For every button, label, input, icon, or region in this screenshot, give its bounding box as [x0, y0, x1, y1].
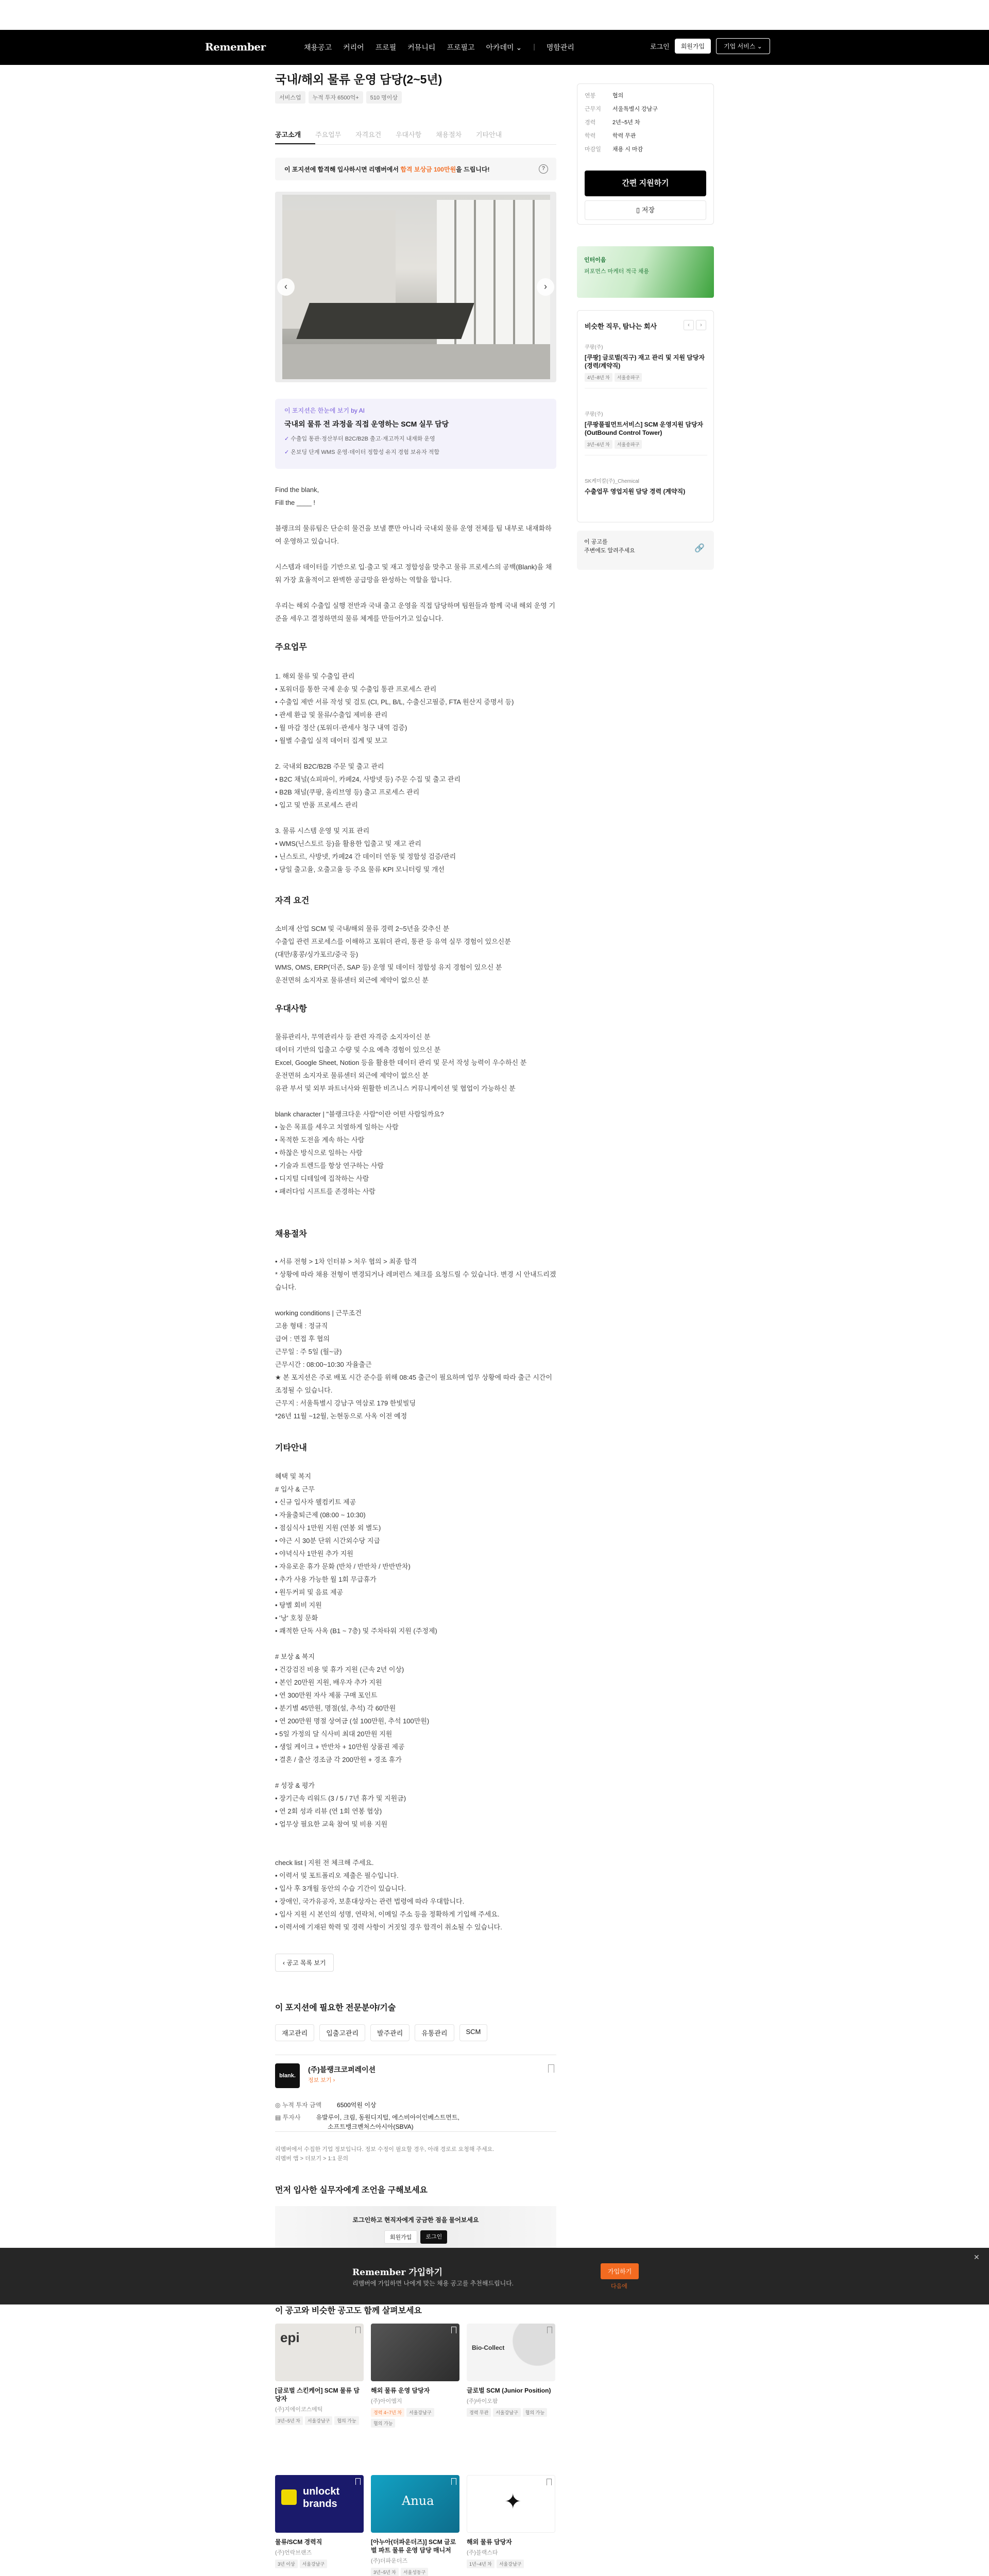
card-tags [467, 2560, 555, 2568]
investors-value: 유발루이, 크림, 동원디지털, 에스비아이인베스트먼트, [316, 2114, 459, 2121]
bookmark-icon: ▯ [636, 206, 642, 214]
section-process-heading: 채용절차 [275, 1230, 307, 1239]
card-title: 글로벌 SCM (Junior Position) [467, 2387, 551, 2394]
photo-floor [282, 344, 550, 379]
nav-divider: | [533, 42, 535, 50]
card-tag: 협의 가능 [523, 2408, 547, 2417]
remember-logo[interactable]: Remember [205, 41, 266, 53]
card-tags [467, 2408, 555, 2417]
enterprise-service-button[interactable]: 기업 서비스 ⌄ [716, 38, 770, 54]
summary-row [585, 145, 706, 153]
card-company: (주)더파운더즈 [371, 2558, 408, 2564]
nav-jobs[interactable]: 채용공고 [304, 43, 332, 52]
tab-preferred[interactable]: 우대사항 [396, 131, 422, 139]
side-job-company: SK케미칼(주)_Chemical [585, 479, 639, 484]
similar-job-card[interactable] [371, 2324, 459, 2428]
summary-value: 협의 [612, 93, 624, 99]
card-company: (주)아이엠지 [371, 2398, 402, 2404]
account-actions [650, 38, 770, 54]
side-job-item[interactable] [585, 343, 707, 388]
banner-line-1: 인터이음 [584, 257, 606, 263]
card-company: (주)지에이코스메틱 [275, 2406, 323, 2413]
card-title: [아누아(더파운더즈)] SCM 글로벌 파트 물류 운영 담당 매니저 [371, 2538, 456, 2554]
card-tag: 서울강남구 [493, 2408, 520, 2417]
nav-card-manage[interactable]: 명함관리 [546, 43, 574, 52]
summary-key: 경력 [585, 120, 596, 126]
similar-job-card[interactable] [371, 2475, 459, 2576]
nav-academy[interactable]: 아카데미 ⌄ [486, 43, 522, 52]
ai-summary-heading: 국내외 물류 전 과정을 직접 운영하는 SCM 실무 담당 [284, 420, 449, 428]
login-link[interactable]: 로그인 [650, 43, 670, 50]
company-logo: blank. [275, 2063, 300, 2088]
side-similar-pager [684, 320, 706, 330]
nav-profile-2[interactable]: 프로필고 [447, 43, 475, 52]
summary-value: 서울특별시 강남구 [612, 106, 658, 112]
card-tag: 서울강남구 [406, 2408, 434, 2417]
side-job-item[interactable] [585, 410, 707, 455]
company-info [275, 2055, 556, 2132]
card-image [275, 2475, 364, 2533]
popup-later-link[interactable]: 다음에 [611, 2283, 627, 2290]
card-tags [275, 2560, 364, 2568]
card-image [371, 2324, 459, 2381]
skill-tag[interactable]: 유통관리 [415, 2024, 454, 2041]
card-image [275, 2324, 364, 2381]
card-image [371, 2475, 459, 2533]
card-title: [글로벌 스킨케어] SCM 물류 담당자 [275, 2387, 360, 2402]
banner-line-2: 퍼포먼스 마케터 적극 채용 [584, 268, 650, 275]
intro-text: Find the blank, Fill the ____ ! 블랭크의 물류팀은 단순히 물건을 보낼 뿐만 아니라 국내외 물류 운영 전체를 팀 내부로 내재화하여 운영하고 있습니다. 시스템과 데이터를 기반으로 입·출고 및 재고 정합성을 맞추고 물류 프로세스의 공백(Blank)을 채워 가장 효율적이고 완벽한 공급망을 완성하는 역할을 합니다. 우리는 해외 수출입 실행 전반과 국내 출고 운영을 직접 담당하며 팀원들과 함께 국내 해외 운영 기준을 세우고 결정하면의 물류 체계를 만들어가고 있습니다. [275, 486, 555, 622]
card-tag: 3년~5년 차 [371, 2568, 399, 2576]
card-tag: 서울강남구 [300, 2560, 327, 2568]
ai-summary-label: 이 포지션은 한눈에 보기 by AI [284, 407, 365, 414]
chevron-left-icon[interactable]: ‹ [684, 320, 694, 330]
side-job-tags [585, 373, 707, 382]
company-note-line: 리멤버에서 수집한 기업 정보입니다. 정보 수정이 필요할 경우, 아래 경로로 요청해 주세요. [275, 2146, 494, 2153]
card-image-label: Anua [402, 2494, 434, 2508]
bookmark-icon[interactable] [451, 2478, 456, 2485]
job-title: 국내/해외 물류 운영 담당(2~5년) [275, 73, 442, 86]
card-image-label: Bio-Collect [472, 2344, 505, 2351]
card-company: (주)바이오팜 [467, 2398, 498, 2404]
company-investment-row: ◎ 누적 투자 금액 6500억원 이상 [275, 2102, 377, 2109]
top-navigation-bar [0, 30, 989, 65]
card-tag: 서울성동구 [401, 2568, 428, 2576]
side-similar-jobs [577, 310, 714, 522]
side-job-tag: 서울송파구 [615, 373, 642, 382]
skills-heading: 이 포지션에 필요한 전문분야/기술 [275, 2004, 396, 2012]
investment-value: 6500억원 이상 [337, 2102, 377, 2109]
popup-title: Remember 가입하기 [352, 2267, 443, 2278]
ai-summary-item: ✓ 수출입 통관·정산부터 B2C/B2B 출고·재고까지 내재화 운영 [284, 434, 547, 443]
notice-post: 을 드립니다! [456, 166, 490, 173]
link-icon[interactable]: 🔗 [694, 544, 705, 553]
skill-tag[interactable]: 발주관리 [370, 2024, 410, 2041]
nav-profile[interactable]: 프로필 [375, 43, 397, 52]
similar-job-card[interactable] [467, 2475, 555, 2568]
card-tags [371, 2408, 459, 2428]
side-job-title: [쿠팡풀필먼트서비스] SCM 운영지원 담당자 (OutBound Control Tower) [585, 421, 704, 436]
side-job-tags [585, 440, 707, 449]
card-image-label: epi [280, 2330, 300, 2345]
similar-job-card[interactable] [467, 2324, 555, 2417]
company-more-link[interactable]: 정보 보기 › [308, 2077, 335, 2083]
card-tags [275, 2416, 364, 2425]
summary-value: 채용 시 마감 [612, 146, 643, 152]
side-job-company: 쿠팡(주) [585, 345, 603, 350]
ai-summary [275, 399, 556, 469]
card-image [467, 2324, 555, 2381]
advice-signup-button[interactable]: 회원가입 [384, 2230, 418, 2244]
tab-requirements[interactable]: 자격요건 [355, 131, 382, 139]
tab-duties[interactable]: 주요업무 [315, 131, 342, 139]
bookmark-icon[interactable] [451, 2327, 456, 2333]
chevron-right-icon[interactable]: › [696, 320, 706, 330]
back-to-list-button[interactable]: ‹ 공고 목록 보기 [275, 1954, 334, 1972]
summary-key: 연봉 [585, 93, 596, 99]
card-company: (주)블랙스타 [467, 2550, 498, 2556]
advice-heading: 먼저 입사한 실무자에게 조언을 구해보세요 [275, 2186, 428, 2195]
tab-intro[interactable]: 공고소개 [275, 126, 315, 144]
card-tag: 협의 가능 [371, 2419, 395, 2428]
company-investors-row: ▤ 투자사 유발루이, 크림, 동원디지털, 에스비아이인베스트먼트, [275, 2114, 459, 2121]
popup-text: 리멤버에 가입하면 나에게 맞는 채용 공고를 추천해드립니다. [352, 2280, 514, 2287]
card-image [467, 2475, 555, 2533]
tab-etc[interactable]: 기타안내 [476, 131, 502, 139]
card-tag: 1년~4년 차 [467, 2560, 494, 2568]
card-tag: 서울강남구 [305, 2416, 332, 2425]
similar-job-card[interactable] [275, 2324, 364, 2425]
office-photo-slider[interactable] [275, 192, 556, 382]
side-job-tag: 서울송파구 [615, 440, 642, 449]
summary-value: 2년~5년 차 [612, 120, 640, 126]
share-panel [577, 531, 714, 570]
ai-summary-item: ✓ 온보딩 단계 WMS 운영·데이터 정합성 유지 경험 보유자 적합 [284, 448, 547, 456]
ad-banner[interactable] [577, 246, 714, 298]
bookmark-icon[interactable] [355, 2327, 361, 2333]
summary-key: 근무지 [585, 106, 601, 112]
summary-row [585, 105, 706, 113]
section-etc-heading: 기타안내 [275, 1444, 307, 1452]
skills-list [275, 2024, 487, 2041]
requirements-text: 소비재 산업 SCM 및 국내/해외 물류 경력 2~5년을 갖추신 분 수출입 관련 프로세스를 이해하고 포워더 관리, 통관 등 유역 실무 경험이 있으신분 (대만/홍콩/싱가포르/중국 등) WMS, OMS, ERP(더존, SAP 등) 운영 및 데이터 정합성 유지 경험이 있으신 분 운전면허 소지자로 물류센터 외근에 제약이 없으신 분 [275, 925, 511, 984]
card-tag: 경력 4~7년 차 [371, 2408, 404, 2417]
side-job-title: [쿠팡] 글로벌(직구) 재고 관리 및 지원 담당자 (경력/계약직) [585, 354, 705, 369]
summary-key: 학력 [585, 133, 596, 139]
bookmark-icon[interactable] [547, 2327, 552, 2333]
reward-notice [275, 158, 556, 180]
card-title: 해외 물류 담당자 [467, 2538, 512, 2546]
similar-job-card[interactable] [275, 2475, 364, 2568]
notice-highlight: 합격 보상금 100만원 [400, 166, 456, 173]
skill-tag[interactable]: SCM [459, 2024, 488, 2041]
investors-label: 투자사 [282, 2114, 301, 2121]
chip-industry: 서비스업 [275, 91, 305, 104]
card-tag: 3년 이상 [275, 2560, 298, 2568]
company-name[interactable]: (주)블랭크코퍼레이션 [308, 2065, 376, 2074]
back-to-list-label: 공고 목록 보기 [286, 1959, 326, 1967]
company-chips [275, 91, 402, 104]
side-job-item[interactable] [585, 477, 707, 502]
card-title: 해외 물류 운영 담당자 [371, 2387, 430, 2394]
help-icon[interactable]: ? [539, 164, 548, 174]
save-label: 저장 [641, 206, 655, 214]
card-tag: 3년~5년 차 [275, 2416, 303, 2425]
bookmark-icon[interactable] [355, 2478, 361, 2485]
chip-investment: 누적 투자 6500억+ [309, 91, 363, 104]
etc-text: 혜택 및 복지 # 입사 & 근무 • 신규 입사자 웰컴키트 제공 • 자율출퇴근제 (08:00 ~ 10:30) • 점심식사 1만원 지원 (연봉 외 별도) • 야근 시 30분 단위 시간외수당 지급 • 야녁식사 1만원 추가 지원 • 자유로운 휴가 문화 (반차 / 반반차 / 반반반차) • 추가 사용 가능한 월 1회 무급휴가 • 원두커피 및 음료 제공 • 탕별 회비 지원 • '낭' 호칭 문화 • 쾌적한 단독 사옥 (B1 ~ 7층) 및 주차타워 지원 (주정제) # 보상 & 복지 • 건강검진 비용 및 휴가 지원 (근속 2년 이상) • 본인 20만원 지원, 배우자 추가 지원 • 연 300만원 자사 제품 구매 포인트 • 분기별 45만원, 명절(설, 추석) 각 60만원 • 연 200만원 명절 상여금 (설 100만원, 추석 100만원) • 5일 가정의 달 식사비 최대 20만원 지원 • 생일 케이크 + 반반차 + 10만원 상품권 제공 • 결혼 / 출산 경조금 각 200만원 + 경조 휴가 # 성장 & 평가 • 장기근속 리워드 (3 / 5 / 7년 휴가 및 지원금) • 연 2회 성과 리뷰 (연 1회 연봉 협상) • 업무상 필요한 교육 참여 및 비용 지원 check list | 지원 전 체크해 주세요. • 이력서 및 포트폴리오 제출은 필수입니다. • 입사 후 3개월 동안의 수습 기간이 있습니다. • 장애인, 국가유공자, 보훈대상자는 관련 법령에 따라 우대합니다. • 입사 지원 시 본인의 성명, 연락처, 이메일 주소 등을 정확하게 기입해 주세요. • 이력서에 기재된 학력 및 경력 사항이 거짓일 경우 합격이 취소될 수 있습니다. [275, 1472, 502, 1931]
side-job-company: 쿠팡(주) [585, 412, 603, 417]
company-note [275, 2145, 556, 2163]
chevron-left-icon[interactable]: ‹ [277, 278, 295, 296]
process-text: • 서류 전형 > 1차 인터뷰 > 처우 협의 > 최종 합격 * 상황에 따라 채용 전형이 변경되거나 레퍼런스 체크를 요청드릴 수 있습니다. 변경 시 안내드리겠습니다. working conditions | 근무조건 고용 형태 : 정규직 급여 : 면접 후 협의 근무일 : 주 5일 (월~금) 근무시간 : 08:00~10:30 자율출근 ★ 본 포지션은 주로 배포 시간 준수를 위해 08:45 출근이 필요하며 업무 상황에 따라 출근 시간이 조정될 수 있습니다. 근무지 : 서울특별시 강남구 역삼로 179 한빛빌딩 *26년 11월 ~12월, 논현동으로 사옥 이전 예정 [275, 1258, 556, 1420]
card-tags [371, 2568, 459, 2576]
summary-row [585, 118, 706, 126]
advice-buttons [275, 2230, 556, 2244]
chip-headcount: 510 명이상 [366, 91, 402, 104]
summary-row [585, 91, 706, 99]
save-button[interactable] [585, 200, 706, 220]
card-tag: 서울강남구 [497, 2560, 524, 2568]
side-job-tag: 3년~6년 차 [585, 440, 612, 449]
chevron-right-icon[interactable]: › [537, 278, 554, 296]
share-line-1: 이 공고를 [584, 539, 608, 545]
card-company: (주)언락브랜즈 [275, 2550, 312, 2556]
popup-signup-button[interactable]: 가입하기 [601, 2263, 639, 2279]
bookmark-icon[interactable] [547, 2479, 552, 2485]
preferred-text: 물류관리사, 무역관리사 등 관련 자격증 소지자이신 분 데이터 기반의 입출고 수량 및 수요 예측 경험이 있으신 분 Excel, Google Sheet, Notion 등을 활용한 데이터 관리 및 문서 작성 능력이 우수하신 분 운전면허 소지자로 물류센터 외근에 제약이 없으신 분 유관 부서 및 외부 파트너사와 원활한 비즈니스 커뮤니케이션 및 협업이 가능하신 분 blank character | "블랭크다운 사람"이란 어떤 사람일까요? • 높은 목표를 세우고 치열하게 일하는 사람 • 목적한 도전을 계속 하는 사람 • 하찮은 방식으로 일하는 사람 • 기술과 트렌드를 항상 연구하는 사람 • 디지털 디테일에 집착하는 사람 • 패러다임 시프트를 존경하는 사람 [275, 1033, 527, 1195]
office-photo [282, 195, 550, 379]
card-image-mark [281, 2489, 297, 2505]
notice-pre: 이 포지션에 합격해 입사하시면 리멤버에서 [284, 166, 401, 173]
photo-desk [296, 303, 474, 339]
side-similar-heading: 비슷한 직무, 탐나는 회사 [585, 323, 657, 330]
card-tag: 경력 무관 [467, 2408, 491, 2417]
section-tabs [275, 126, 556, 145]
summary-value: 학력 무관 [612, 133, 636, 139]
summary-key: 마감일 [585, 146, 601, 152]
star-logo-icon: ✦ [504, 2490, 522, 2513]
investors-value-2: 소프트뱅크벤처스아시아(SBVA) [328, 2123, 414, 2130]
nav-career[interactable]: 커리어 [343, 43, 364, 52]
card-image-label: unlockt brands [303, 2486, 340, 2510]
section-duties-heading: 주요업무 [275, 643, 307, 652]
section-preferred-heading: 우대사항 [275, 1005, 307, 1013]
bookmark-icon[interactable] [548, 2064, 554, 2073]
side-job-title: 수출업무 영업지원 담당 경력 (계약직) [585, 488, 686, 495]
skill-tag[interactable]: 재고관리 [275, 2024, 314, 2041]
close-icon[interactable]: ✕ [974, 2253, 980, 2261]
side-job-tag: 4년~8년 차 [585, 373, 612, 382]
nav-community[interactable]: 커뮤니티 [407, 43, 436, 52]
card-title: 물류/SCM 경력직 [275, 2538, 322, 2546]
signup-button[interactable]: 회원가입 [675, 39, 711, 54]
main-nav [304, 42, 586, 53]
investment-label: 누적 투자 금액 [282, 2102, 322, 2109]
company-note-line: 리멤버 앱 > 더보기 > 1:1 문의 [275, 2156, 349, 2162]
section-requirements-heading: 자격 요건 [275, 896, 310, 905]
tab-process[interactable]: 채용절차 [436, 131, 462, 139]
signup-popup-banner [0, 2248, 989, 2304]
advice-login-button[interactable]: 로그인 [420, 2230, 447, 2244]
share-line-2: 주변에도 알려주세요 [584, 548, 635, 554]
card-tag: 협의 가능 [334, 2416, 359, 2425]
summary-row [585, 131, 706, 140]
similar-jobs-heading: 이 공고와 비슷한 공고도 함께 살펴보세요 [275, 2307, 422, 2315]
duties-text: 1. 해외 물류 및 수출입 관리 • 포워더를 통한 국제 운송 및 수출입 통관 프로세스 관리 • 수출입 제반 서류 작성 및 검토 (CI, PL, B/L, 수출신고필증, FTA 원산지 증명서 등) • 관세 환급 및 물류/수출입 제비용 관리 • 월 마감 정산 (포워더·관세사 청구 내역 검증) • 월별 수출입 실적 데이터 집계 및 보고 2. 국내외 B2C/B2B 주문 및 출고 관리 • B2C 채널(쇼피파이, 카페24, 사방넷 등) 주문 수집 및 출고 관리 • B2B 채널(쿠팡, 올리브영 등) 출고 프로세스 관리 • 입고 및 반품 프로세스 관리 3. 물류 시스템 운영 및 지표 관리 • WMS(닌스토르 등)을 활용한 입출고 및 재고 관리 • 닌스토르, 사방넷, 카페24 간 데이터 연동 및 정합성 검증/관리 • 당일 출고율, 오출고율 등 주요 물류 KPI 모니터링 및 개선 [275, 672, 514, 873]
job-summary-panel [577, 83, 714, 225]
skill-tag[interactable]: 입출고관리 [319, 2024, 365, 2041]
advice-text: 로그인하고 현직자에게 궁금한 점을 물어보세요 [352, 2216, 479, 2224]
apply-button[interactable]: 간편 지원하기 [585, 171, 706, 196]
